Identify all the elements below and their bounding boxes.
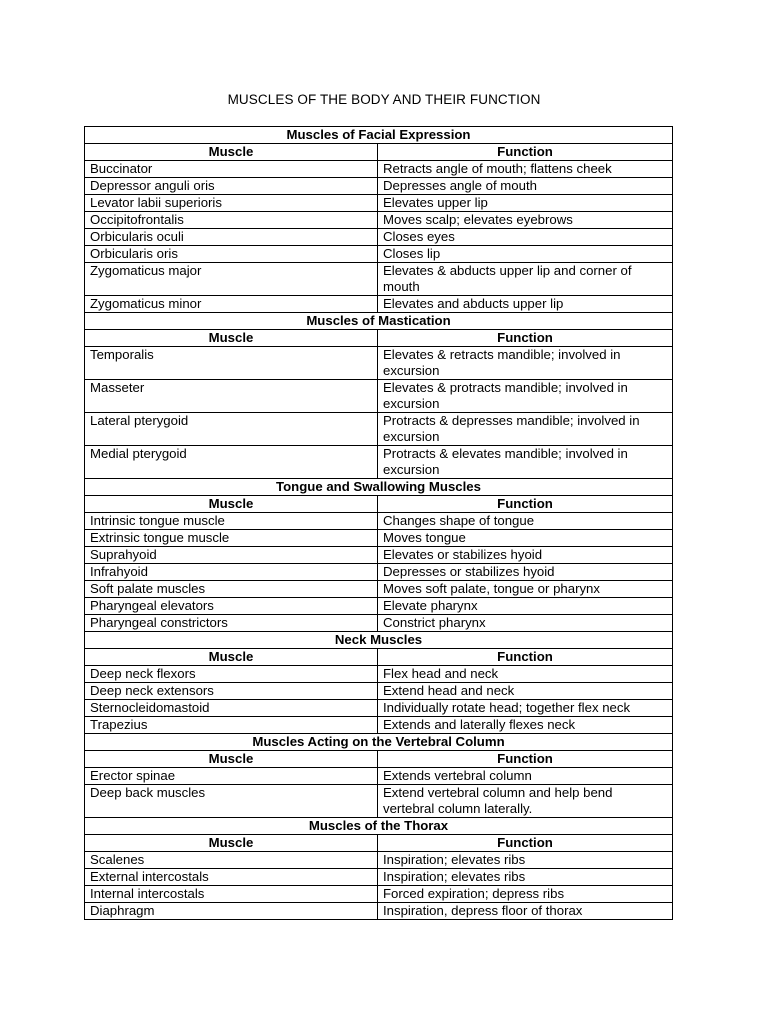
function-cell: Depresses or stabilizes hyoid	[378, 564, 673, 581]
muscle-column-header: Muscle	[85, 496, 378, 513]
function-cell: Flex head and neck	[378, 666, 673, 683]
section-title-row	[85, 818, 673, 835]
function-column-header: Function	[378, 751, 673, 768]
table-row	[85, 564, 673, 581]
table-row	[85, 513, 673, 530]
muscle-cell: Scalenes	[85, 852, 378, 869]
muscle-cell: Temporalis	[85, 347, 378, 380]
muscle-cell: External intercostals	[85, 869, 378, 886]
muscle-cell: Levator labii superioris	[85, 195, 378, 212]
muscle-function-table	[84, 126, 673, 920]
table-row	[85, 246, 673, 263]
muscle-cell: Internal intercostals	[85, 886, 378, 903]
muscle-cell: Sternocleidomastoid	[85, 700, 378, 717]
muscle-cell: Depressor anguli oris	[85, 178, 378, 195]
function-cell: Elevates & protracts mandible; involved in excursion	[378, 380, 673, 413]
table-row	[85, 229, 673, 246]
function-cell: Inspiration; elevates ribs	[378, 852, 673, 869]
function-cell: Constrict pharynx	[378, 615, 673, 632]
muscle-column-header: Muscle	[85, 330, 378, 347]
muscle-cell: Zygomaticus major	[85, 263, 378, 296]
function-column-header: Function	[378, 144, 673, 161]
table-row	[85, 869, 673, 886]
table-row	[85, 380, 673, 413]
function-cell: Elevates and abducts upper lip	[378, 296, 673, 313]
table-row	[85, 178, 673, 195]
function-cell: Depresses angle of mouth	[378, 178, 673, 195]
function-cell: Extend head and neck	[378, 683, 673, 700]
function-cell: Extend vertebral column and help bend vertebral column laterally.	[378, 785, 673, 818]
muscle-cell: Diaphragm	[85, 903, 378, 920]
section-title-row	[85, 313, 673, 330]
section-title: Neck Muscles	[85, 632, 673, 649]
table-row	[85, 161, 673, 178]
table-row	[85, 195, 673, 212]
section-title-row	[85, 734, 673, 751]
muscle-cell: Deep back muscles	[85, 785, 378, 818]
table-row	[85, 446, 673, 479]
table-row	[85, 296, 673, 313]
table-row	[85, 598, 673, 615]
function-cell: Extends vertebral column	[378, 768, 673, 785]
table-row	[85, 263, 673, 296]
table-row	[85, 212, 673, 229]
function-cell: Changes shape of tongue	[378, 513, 673, 530]
table-row	[85, 852, 673, 869]
muscle-column-header: Muscle	[85, 751, 378, 768]
table-row	[85, 666, 673, 683]
function-cell: Protracts & depresses mandible; involved in excursion	[378, 413, 673, 446]
table-row	[85, 530, 673, 547]
muscle-cell: Trapezius	[85, 717, 378, 734]
muscle-cell: Pharyngeal elevators	[85, 598, 378, 615]
muscle-cell: Masseter	[85, 380, 378, 413]
section-title: Muscles Acting on the Vertebral Column	[85, 734, 673, 751]
column-header-row	[85, 649, 673, 666]
function-cell: Forced expiration; depress ribs	[378, 886, 673, 903]
function-cell: Elevates & retracts mandible; involved in excursion	[378, 347, 673, 380]
section-title: Muscles of Facial Expression	[85, 127, 673, 144]
muscle-cell: Intrinsic tongue muscle	[85, 513, 378, 530]
column-header-row	[85, 496, 673, 513]
muscle-cell: Orbicularis oris	[85, 246, 378, 263]
muscle-cell: Lateral pterygoid	[85, 413, 378, 446]
muscle-cell: Occipitofrontalis	[85, 212, 378, 229]
column-header-row	[85, 835, 673, 852]
section-title-row	[85, 479, 673, 496]
table-row	[85, 615, 673, 632]
muscle-cell: Erector spinae	[85, 768, 378, 785]
document-title: MUSCLES OF THE BODY AND THEIR FUNCTION	[227, 92, 541, 107]
function-column-header: Function	[378, 496, 673, 513]
function-cell: Inspiration, depress floor of thorax	[378, 903, 673, 920]
muscle-cell: Deep neck flexors	[85, 666, 378, 683]
table-row	[85, 413, 673, 446]
function-cell: Moves tongue	[378, 530, 673, 547]
table-row	[85, 581, 673, 598]
muscle-cell: Medial pterygoid	[85, 446, 378, 479]
section-title-row	[85, 632, 673, 649]
column-header-row	[85, 330, 673, 347]
function-cell: Moves scalp; elevates eyebrows	[378, 212, 673, 229]
function-cell: Closes eyes	[378, 229, 673, 246]
muscle-column-header: Muscle	[85, 649, 378, 666]
function-cell: Inspiration; elevates ribs	[378, 869, 673, 886]
table-row	[85, 903, 673, 920]
function-column-header: Function	[378, 649, 673, 666]
function-cell: Elevates & abducts upper lip and corner of mouth	[378, 263, 673, 296]
muscle-cell: Zygomaticus minor	[85, 296, 378, 313]
section-title-row	[85, 127, 673, 144]
table-row	[85, 768, 673, 785]
muscle-column-header: Muscle	[85, 835, 378, 852]
muscle-cell: Pharyngeal constrictors	[85, 615, 378, 632]
table-row	[85, 700, 673, 717]
muscle-cell: Deep neck extensors	[85, 683, 378, 700]
function-column-header: Function	[378, 835, 673, 852]
function-cell: Elevates upper lip	[378, 195, 673, 212]
table-row	[85, 886, 673, 903]
table-row	[85, 785, 673, 818]
function-cell: Extends and laterally flexes neck	[378, 717, 673, 734]
column-header-row	[85, 751, 673, 768]
muscle-cell: Extrinsic tongue muscle	[85, 530, 378, 547]
section-title: Muscles of Mastication	[85, 313, 673, 330]
muscle-cell: Buccinator	[85, 161, 378, 178]
function-cell: Protracts & elevates mandible; involved in excursion	[378, 446, 673, 479]
section-title: Tongue and Swallowing Muscles	[85, 479, 673, 496]
muscle-cell: Infrahyoid	[85, 564, 378, 581]
table-row	[85, 547, 673, 564]
function-cell: Elevates or stabilizes hyoid	[378, 547, 673, 564]
table-body	[85, 127, 673, 920]
function-cell: Individually rotate head; together flex neck	[378, 700, 673, 717]
muscle-cell: Soft palate muscles	[85, 581, 378, 598]
function-cell: Elevate pharynx	[378, 598, 673, 615]
table-row	[85, 717, 673, 734]
section-title: Muscles of the Thorax	[85, 818, 673, 835]
table-row	[85, 683, 673, 700]
function-cell: Retracts angle of mouth; flattens cheek	[378, 161, 673, 178]
muscle-cell: Orbicularis oculi	[85, 229, 378, 246]
function-column-header: Function	[378, 330, 673, 347]
function-cell: Moves soft palate, tongue or pharynx	[378, 581, 673, 598]
column-header-row	[85, 144, 673, 161]
table-row	[85, 347, 673, 380]
muscle-cell: Suprahyoid	[85, 547, 378, 564]
function-cell: Closes lip	[378, 246, 673, 263]
muscle-column-header: Muscle	[85, 144, 378, 161]
